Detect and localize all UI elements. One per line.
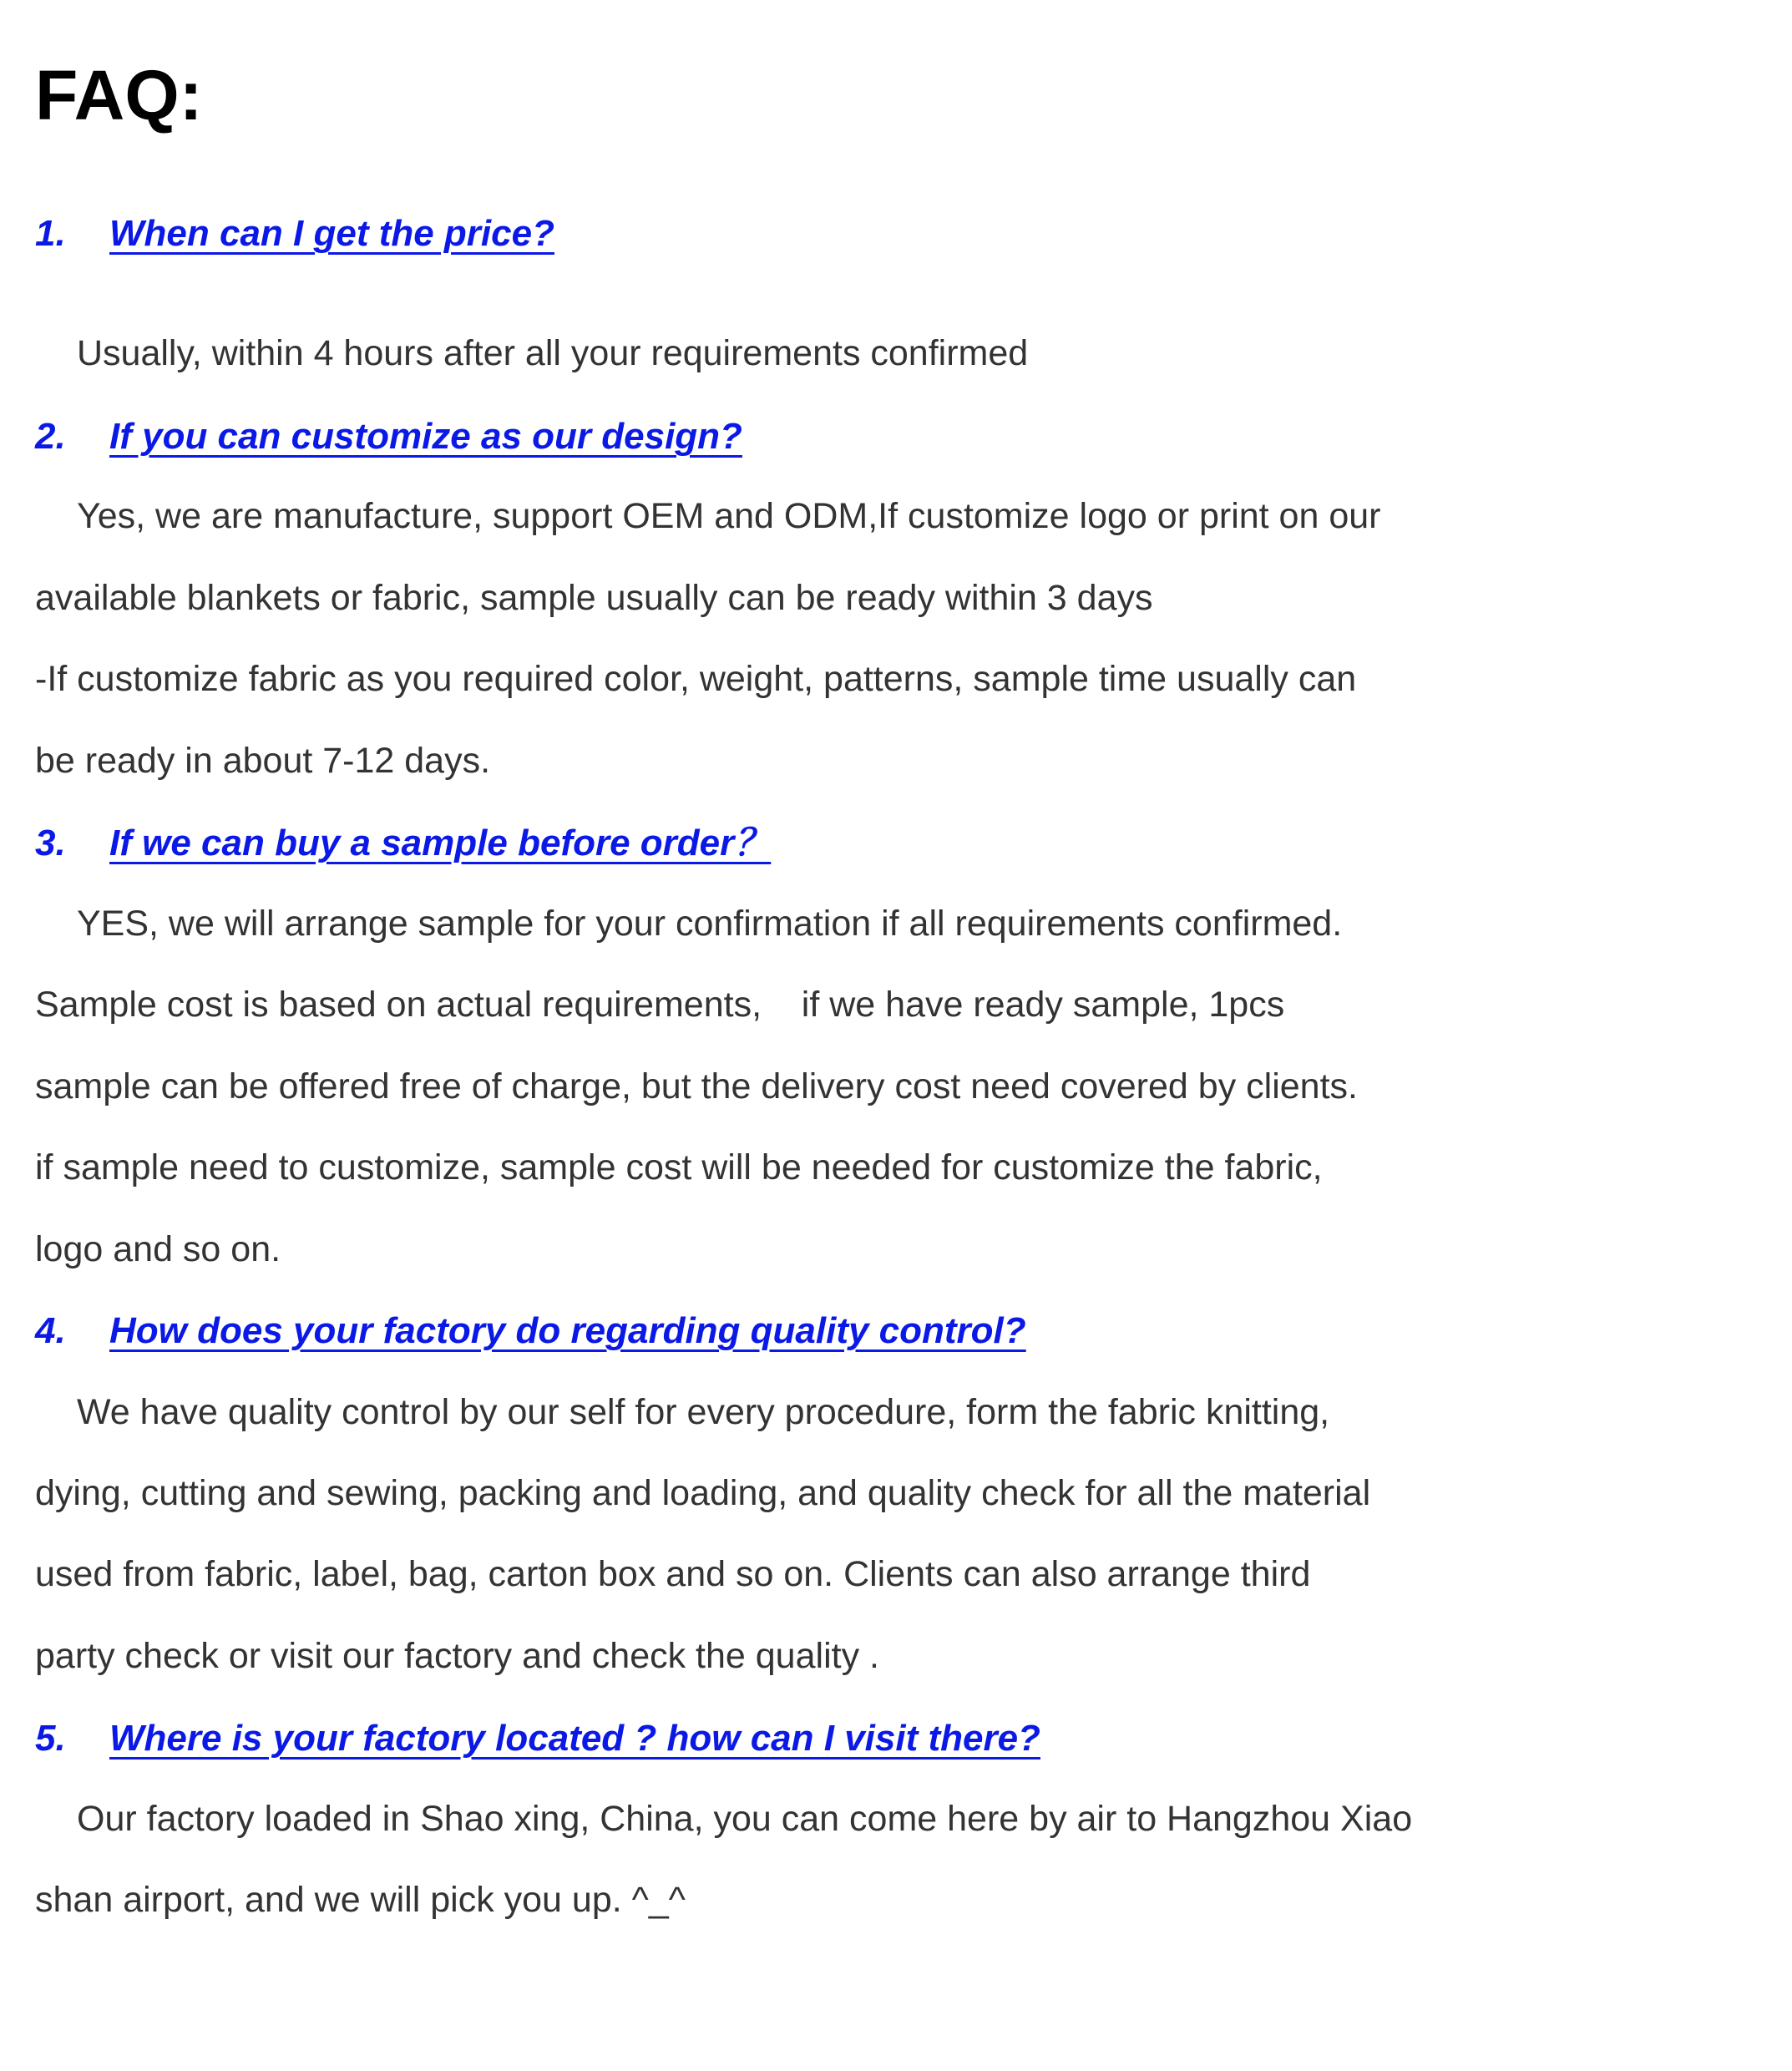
answer-line: We have quality control by our self for every procedure, form the fabric knitting, [77,1392,1330,1432]
question-link[interactable]: If we can buy a sample before order？ [109,823,772,863]
question-link[interactable]: Where is your factory located ? how can I visit there? [109,1718,1040,1759]
question-link[interactable]: How does your factory do regarding quality control? [109,1310,1026,1351]
page-title: FAQ: [35,56,203,134]
answer-line: YES, we will arrange sample for your confirmation if all requirements confirmed. [77,904,1343,944]
answer-line: Usually, within 4 hours after all your requirements confirmed [77,333,1029,373]
question-number: 2. [35,416,66,457]
question-number: 1. [35,213,66,254]
answer-line: sample can be offered free of charge, but the delivery cost need covered by clients. [35,1066,1358,1106]
answer-line: party check or visit our factory and check the quality . [35,1636,879,1676]
answer-line: be ready in about 7-12 days. [35,741,491,781]
faq-question-4[interactable] [35,1310,1026,1351]
answer-line: -If customize fabric as you required color, weight, patterns, sample time usually can [35,659,1357,699]
question-number: 4. [35,1310,66,1351]
faq-question-1[interactable] [35,215,554,252]
answer-line: shan airport, and we will pick you up. ^_^ [35,1880,686,1920]
question-number: 3. [35,823,66,863]
answer-line: Our factory loaded in Shao xing, China, you can come here by air to Hangzhou Xiao [77,1799,1413,1839]
answer-line: Sample cost is based on actual requirements, if we have ready sample, 1pcs [35,985,1285,1025]
faq-question-3[interactable] [35,825,771,862]
faq-question-5[interactable] [35,1720,1040,1757]
faq-question-2[interactable] [35,418,742,455]
question-link[interactable]: When can I get the price? [109,213,554,254]
answer-line: logo and so on. [35,1229,281,1269]
answer-line: dying, cutting and sewing, packing and loading, and quality check for all the material [35,1473,1371,1513]
answer-line: used from fabric, label, bag, carton box and so on. Clients can also arrange third [35,1554,1311,1594]
answer-line: available blankets or fabric, sample usually can be ready within 3 days [35,578,1153,618]
question-number: 5. [35,1718,66,1759]
answer-line: Yes, we are manufacture, support OEM and ODM,If customize logo or print on our [77,496,1381,536]
question-link[interactable]: If you can customize as our design? [109,416,742,457]
answer-line: if sample need to customize, sample cost will be needed for customize the fabric, [35,1147,1323,1187]
